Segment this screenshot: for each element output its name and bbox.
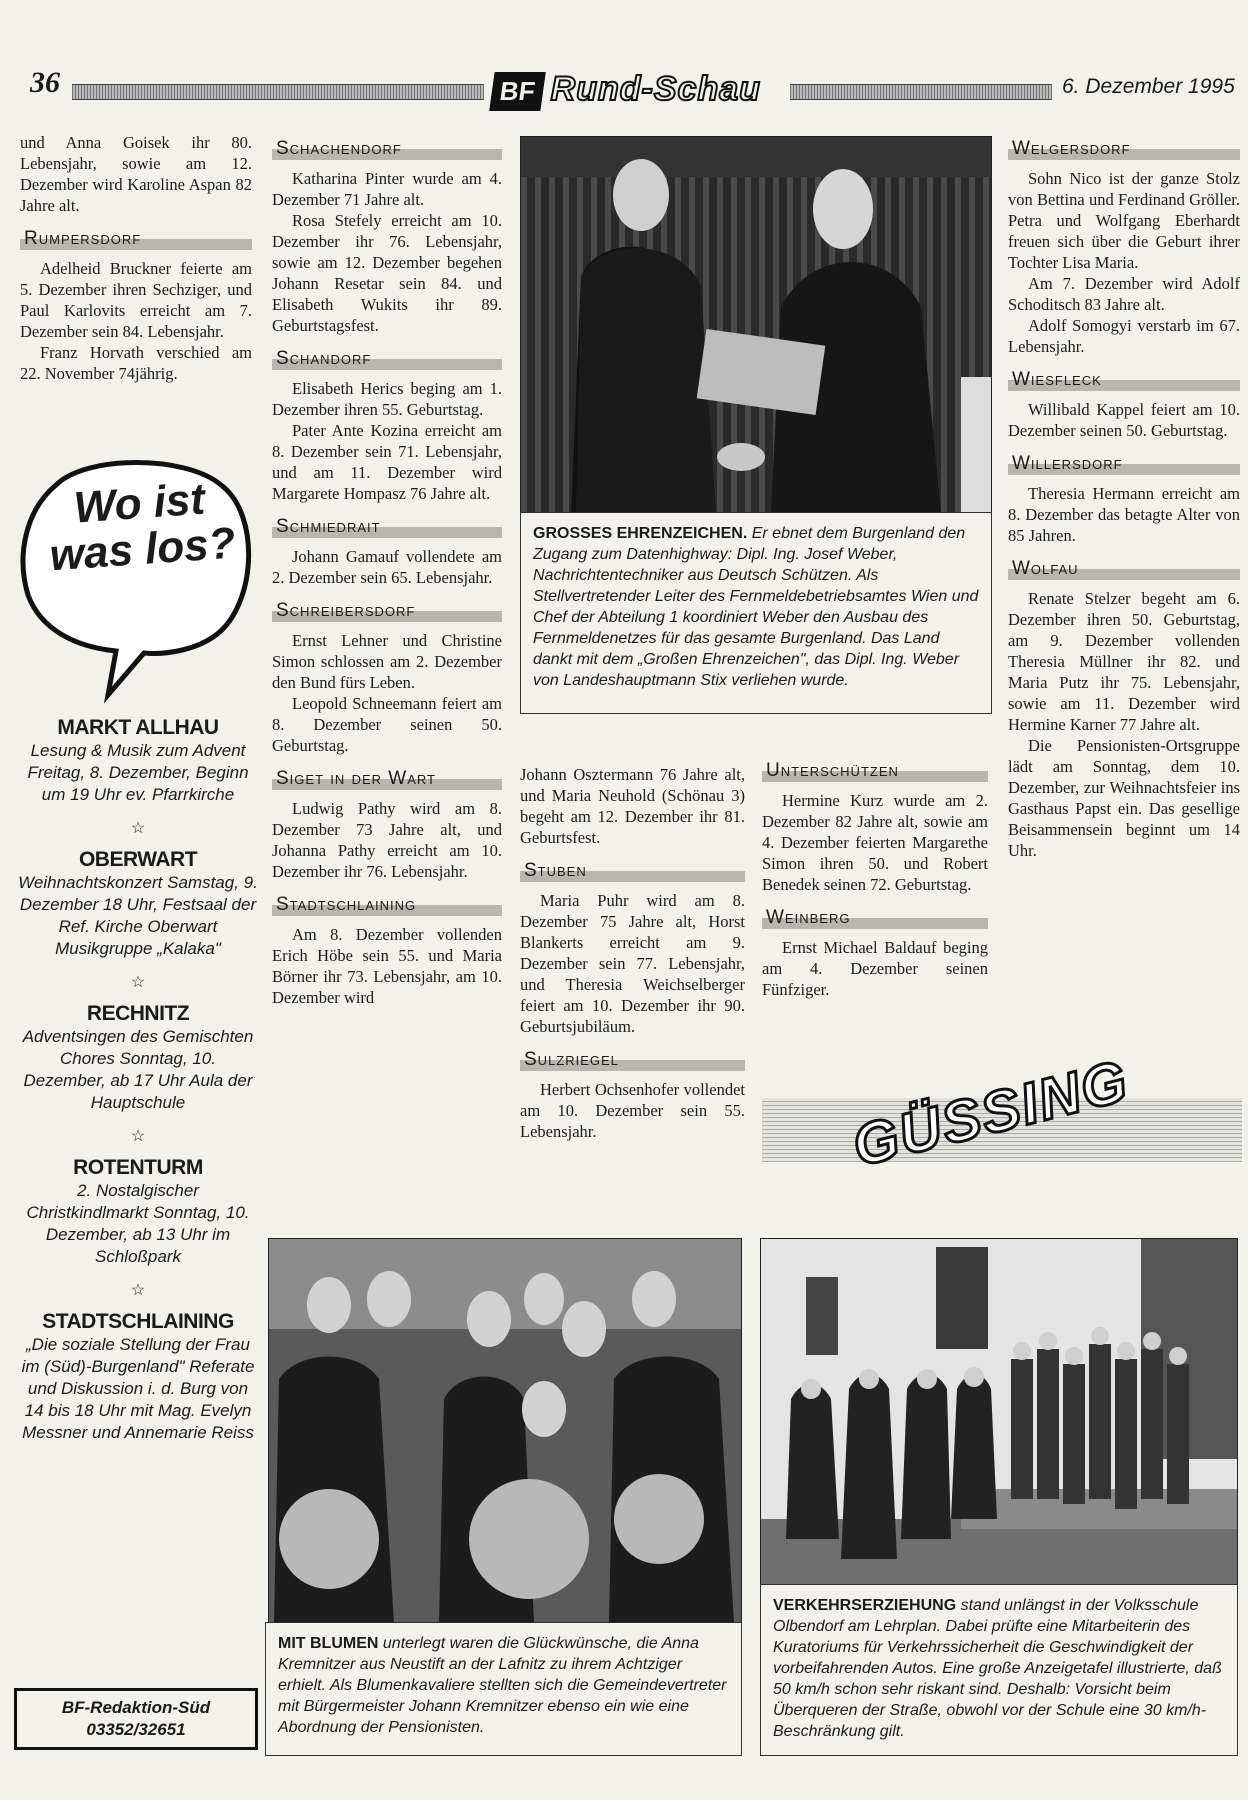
column-1	[20, 132, 252, 384]
section-heading: Welgersdorf	[1008, 136, 1240, 160]
photo-image	[521, 137, 991, 513]
section-heading: Wiesfleck	[1008, 367, 1240, 391]
event-text: Weihnachtskonzert Samstag, 9. Dezember 18 Uhr, Festsaal der Ref. Kirche Oberwart Musikgruppe „Kalaka"	[18, 873, 258, 958]
event-title: MARKT ALLHAU	[57, 716, 219, 739]
section-heading: Wolfau	[1008, 556, 1240, 580]
photo-caption	[761, 1585, 1237, 1752]
paragraph: Maria Puhr wird am 8. Dezember 75 Jahre alt, Horst Blankerts erreicht am 9. Dezember sein 77. Lebensjahr, und Theresia Weichselberger feiert am 10. Dezember ihr 90. Geburtsjubiläum.	[520, 891, 745, 1036]
paragraph: Adolf Somogyi verstarb im 67. Lebensjahr.	[1008, 316, 1240, 356]
section-heading: Rumpersdorf	[20, 226, 252, 250]
column-3	[520, 764, 745, 1142]
star-icon: ☆	[130, 1282, 146, 1299]
paragraph: Adelheid Bruckner feierte am 5. Dezember ihren Sechziger, und Paul Karlovits erreicht am 7. Dezember sein 84. Lebensjahr.	[20, 259, 252, 341]
paragraph: Theresia Hermann erreicht am 8. Dezember das betagte Alter von 85 Jahren.	[1008, 484, 1240, 545]
caption-text: unterlegt waren die Glückwünsche, die Anna Kremnitzer aus Neustift an der Lafnitz zu ihrem Achtziger erhielt. Als Blumenkavaliere stellten sich die Gemeindevertreter mit Bürgermeister Johann Kremnitzer ebenso ein wie eine Abordnung der Pensionisten.	[278, 1635, 727, 1736]
contact-box	[14, 1688, 258, 1750]
logo-bf: BF	[489, 72, 545, 111]
event-text: „Die soziale Stellung der Frau im (Süd)-Burgenland" Referate und Diskussion i. d. Burg von 14 bis 18 Uhr mit Mag. Evelyn Messner und Annemarie Reiss	[21, 1335, 255, 1442]
photo-birthday-flowers	[268, 1238, 742, 1624]
caption-text: stand unlängst in der Volksschule Olbendorf am Lehrplan. Dabei prüfte eine Mitarbeiterin des Kuratoriums für Verkehrssicherheit die Geschwindigkeit der vorbeifahrenden Autos. Eine große Anzeigetafel illustrierte, daß 50 km/h schon sehr riskant sind. Deshalb: Vorsicht beim Überqueren der Straße, obwohl vor der Schule eine 30 km/h-Beschränkung gilt.	[773, 1597, 1222, 1740]
paragraph: Herbert Ochsenhofer vollendet am 10. Dezember sein 55. Lebensjahr.	[520, 1080, 745, 1141]
paragraph: Johann Osztermann 76 Jahre alt, und Maria Neuhold (Schönau 3) begeht am 12. Dezember ihr 81. Geburtsfest.	[520, 765, 745, 847]
events-list	[18, 712, 258, 1444]
paragraph: und Anna Goisek ihr 80. Lebensjahr, sowie am 12. Dezember wird Karoline Aspan 82 Jahre alt.	[20, 133, 252, 215]
paragraph: Willibald Kappel feiert am 10. Dezember seinen 50. Geburtstag.	[1008, 400, 1240, 440]
events-speech-bubble	[16, 455, 256, 705]
star-icon: ☆	[130, 1128, 146, 1145]
contact-phone: 03352/32651	[86, 1720, 186, 1739]
paragraph: Leopold Schneemann feiert am 8. Dezember seinen 50. Geburtstag.	[272, 694, 502, 755]
section-heading: Schandorf	[272, 346, 502, 370]
section-heading: Weinberg	[762, 905, 988, 929]
paragraph: Renate Stelzer begeht am 6. Dezember ihren 50. Geburtstag, am 9. Dezember vollenden Theresia Müllner ihr 82. und Maria Putz ihr 75. Lebensjahr, sowie am 11. Dezember wird Hermine Karner 77 Jahre alt.	[1008, 589, 1240, 734]
paragraph: Pater Ante Kozina erreicht am 8. Dezember sein 71. Lebensjahr, und am 11. Dezember wird Margarete Hompasz 76 Jahre alt.	[272, 421, 502, 503]
column-4	[762, 758, 988, 1000]
caption-text: Er ebnet dem Burgenland den Zugang zum Datenhighway: Dipl. Ing. Josef Weber, Nachrichtentechniker aus Deutsch Schützen. Als Stellvertretender Leiter des Fernmeldebetriebsamtes Wien und Chef der Abteilung 1 koordiniert Weber den Ausbau des Fernmeldenetzes für das gesamte Burgenland. Das Land dankt mit dem „Großen Ehrenzeichen", das Dipl. Ing. Weber von Landeshauptmann Stix verliehen wurde.	[533, 525, 979, 689]
caption-lead: VERKEHRSERZIEHUNG	[773, 1597, 957, 1614]
paragraph: Ludwig Pathy wird am 8. Dezember 73 Jahre alt, und Johanna Pathy erreicht am 10. Dezember ihr 76. Lebensjahr.	[272, 799, 502, 881]
paragraph: Rosa Stefely erreicht am 10. Dezember ihr 76. Lebensjahr, sowie am 12. Dezember begehen Johann Resetar sein 84. und Elisabeth Wukits ihr 89. Geburtstagsfest.	[272, 211, 502, 335]
photo-caption	[266, 1623, 741, 1748]
section-heading: Schachendorf	[272, 136, 502, 160]
logo-title: Rund-Schau	[550, 70, 761, 108]
caption-lead: GROSSES EHRENZEICHEN.	[533, 525, 748, 542]
section-heading: Sulzriegel	[520, 1047, 745, 1071]
section-heading: Unterschützen	[762, 758, 988, 782]
caption-box-traffic	[760, 1584, 1238, 1756]
event-title: STADTSCHLAINING	[42, 1310, 234, 1333]
paragraph: Franz Horvath verschied am 22. November 74jährig.	[20, 343, 252, 383]
column-5	[1008, 132, 1240, 861]
photo-traffic-education	[760, 1238, 1238, 1586]
contact-name: BF-Redaktion-Süd	[61, 1698, 211, 1717]
header-rule-right	[790, 84, 1052, 100]
event-text: Lesung & Musik zum Advent Freitag, 8. Dezember, Beginn um 19 Uhr ev. Pfarrkirche	[27, 741, 249, 804]
star-icon: ☆	[130, 820, 146, 837]
paragraph: Ernst Michael Baldauf beging am 4. Dezember seinen Fünfziger.	[762, 938, 988, 999]
photo-image	[269, 1239, 741, 1623]
section-heading: Siget in der Wart	[272, 766, 502, 790]
caption-lead: MIT BLUMEN	[278, 1635, 379, 1652]
photo-image	[761, 1239, 1237, 1585]
section-heading: Schmiedrait	[272, 514, 502, 538]
event-title: OBERWART	[78, 848, 198, 871]
section-heading: Schreibersdorf	[272, 598, 502, 622]
paragraph: Sohn Nico ist der ganze Stolz von Bettina und Ferdinand Gröller. Petra und Wolfgang Eberhardt freuen sich über die Geburt ihrer Tochter Lisa Maria.	[1008, 169, 1240, 272]
caption-box-flowers	[265, 1622, 742, 1756]
issue-date: 6. Dezember 1995	[1062, 75, 1235, 98]
paragraph: Am 8. Dezember vollenden Erich Höbe sein 55. und Maria Börner ihr 73. Lebensjahr, am 10. Dezember wird	[272, 925, 502, 1007]
masthead-logo	[492, 70, 787, 114]
paragraph: Katharina Pinter wurde am 4. Dezember 71 Jahre alt.	[272, 169, 502, 209]
paragraph: Elisabeth Herics beging am 1. Dezember ihren 55. Geburtstag.	[272, 379, 502, 419]
header-rule-left	[72, 84, 484, 100]
photo-award-ceremony	[520, 136, 992, 514]
event-title: ROTENTURM	[73, 1156, 203, 1179]
page-number: 36	[30, 66, 60, 99]
caption-box-award	[520, 512, 992, 714]
event-text: 2. Nostalgischer Christkindlmarkt Sonntag, 10. Dezember, ab 13 Uhr im Schloßpark	[26, 1181, 250, 1266]
speech-text: Wo ist was los?	[48, 474, 237, 581]
section-heading: Stuben	[520, 858, 745, 882]
paragraph: Die Pensionisten-Ortsgruppe lädt am Sonntag, dem 10. Dezember, zur Weihnachtsfeier ins Gasthaus Papst ein. Das gesellige Beisammensein beginnt um 14 Uhr.	[1008, 736, 1240, 860]
section-heading: Stadtschlaining	[272, 892, 502, 916]
event-text: Adventsingen des Gemischten Chores Sonntag, 10. Dezember, ab 17 Uhr Aula der Hauptschule	[22, 1027, 254, 1112]
star-icon: ☆	[130, 974, 146, 991]
column-2	[272, 132, 502, 1008]
event-title: RECHNITZ	[86, 1002, 190, 1025]
region-banner-guessing: GÜSSING	[846, 1047, 1136, 1180]
paragraph: Johann Gamauf vollendete am 2. Dezember sein 65. Lebensjahr.	[272, 547, 502, 587]
paragraph: Hermine Kurz wurde am 2. Dezember 82 Jahre alt, sowie am 4. Dezember feierten Margarethe Simon ihren 50. und Robert Benedek seinen 72. Geburtstag.	[762, 791, 988, 894]
paragraph: Am 7. Dezember wird Adolf Schoditsch 83 Jahre alt.	[1008, 274, 1240, 314]
paragraph: Ernst Lehner und Christine Simon schlossen am 2. Dezember den Bund fürs Leben.	[272, 631, 502, 692]
photo-caption	[521, 513, 991, 701]
section-heading: Willersdorf	[1008, 451, 1240, 475]
